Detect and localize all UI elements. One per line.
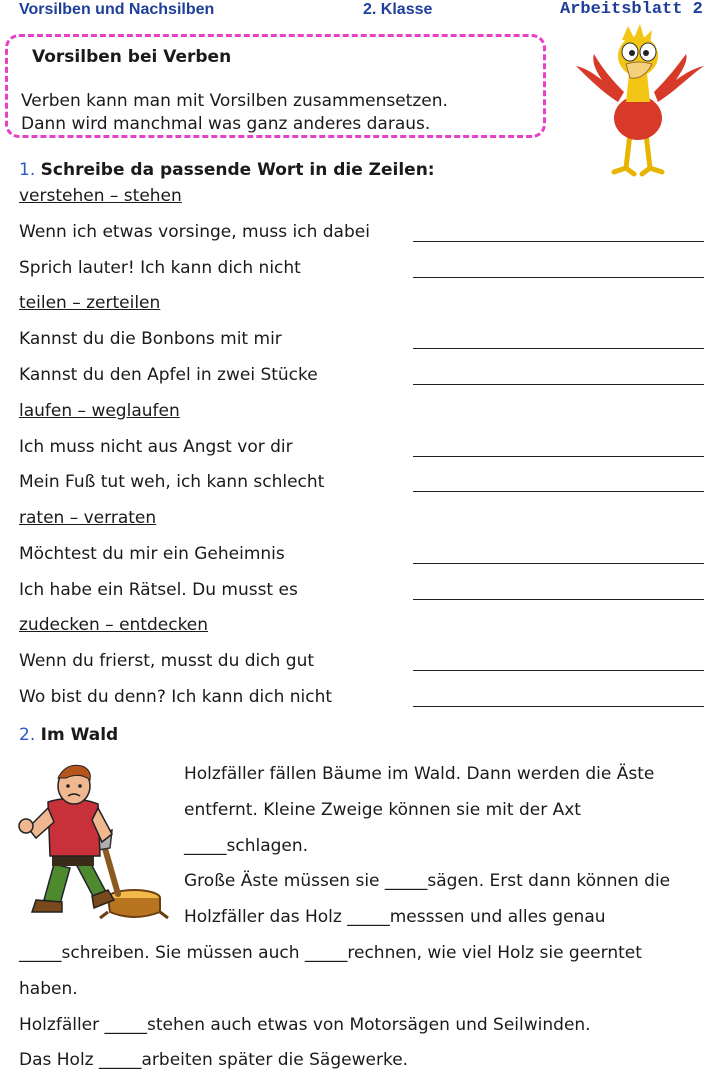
info-line-1: Verben kann man mit Vorsilben zusammensetzen. [21, 91, 448, 111]
ex2-number: 2. [19, 725, 36, 745]
answer-line[interactable] [413, 670, 704, 671]
story-line: entfernt. Kleine Zweige können sie mit der Axt [184, 800, 581, 820]
word-pair: teilen – zerteilen [19, 293, 161, 313]
answer-line[interactable] [413, 599, 704, 600]
word-pair: laufen – weglaufen [19, 401, 180, 421]
answer-line[interactable] [413, 706, 704, 707]
ex1-number: 1. [19, 160, 36, 180]
sentence: Wo bist du denn? Ich kann dich nicht [19, 687, 333, 707]
story-line: Das Holz _____arbeiten später die Sägewerke. [19, 1050, 409, 1070]
header [0, 0, 728, 24]
story-line: Holzfäller das Holz _____messsen und alles genau [184, 907, 606, 927]
sentence: Möchtest du mir ein Geheimnis [19, 544, 285, 564]
answer-line[interactable] [413, 348, 704, 349]
word-pair: zudecken – entdecken [19, 615, 209, 635]
answer-line[interactable] [413, 384, 704, 385]
sentence: Wenn ich etwas vorsinge, muss ich dabei [19, 222, 370, 242]
story-line: Große Äste müssen sie _____sägen. Erst dann können die [184, 871, 671, 891]
word-pair: verstehen – stehen [19, 186, 182, 206]
info-box [5, 34, 546, 138]
answer-line[interactable] [413, 491, 704, 492]
answer-line[interactable] [413, 456, 704, 457]
sentence: Sprich lauter! Ich kann dich nicht [19, 258, 301, 278]
header-sheet: Arbeitsblatt 2 [560, 0, 703, 19]
answer-line[interactable] [413, 277, 704, 278]
answer-line[interactable] [413, 563, 704, 564]
info-line-2: Dann wird manchmal was ganz anderes daraus. [21, 114, 431, 134]
story-line: _____schlagen. [184, 836, 309, 856]
sentence: Kannst du die Bonbons mit mir [19, 329, 282, 349]
cartoon-bird-icon [572, 22, 708, 182]
ex2-heading [19, 725, 118, 745]
word-pair: raten – verraten [19, 508, 157, 528]
lumberjack-icon [14, 758, 172, 924]
ex2-title: Im Wald [40, 725, 119, 745]
info-title: Vorsilben bei Verben [32, 47, 232, 67]
sentence: Wenn du frierst, musst du dich gut [19, 651, 315, 671]
header-grade: 2. Klasse [363, 1, 433, 18]
sentence: Ich muss nicht aus Angst vor dir [19, 437, 293, 457]
ex1-heading [19, 160, 435, 180]
story-line: Holzfäller _____stehen auch etwas von Motorsägen und Seilwinden. [19, 1015, 591, 1035]
story-line: haben. [19, 979, 78, 999]
ex1-title: Schreibe da passende Wort in die Zeilen: [40, 160, 435, 180]
story-line: Holzfäller fällen Bäume im Wald. Dann werden die Äste [184, 764, 655, 784]
sentence: Mein Fuß tut weh, ich kann schlecht [19, 472, 325, 492]
answer-line[interactable] [413, 241, 704, 242]
story-line: _____schreiben. Sie müssen auch _____rechnen, wie viel Holz sie geerntet [19, 943, 642, 963]
header-topic: Vorsilben und Nachsilben [19, 1, 215, 18]
sentence: Ich habe ein Rätsel. Du musst es [19, 580, 298, 600]
sentence: Kannst du den Apfel in zwei Stücke [19, 365, 318, 385]
